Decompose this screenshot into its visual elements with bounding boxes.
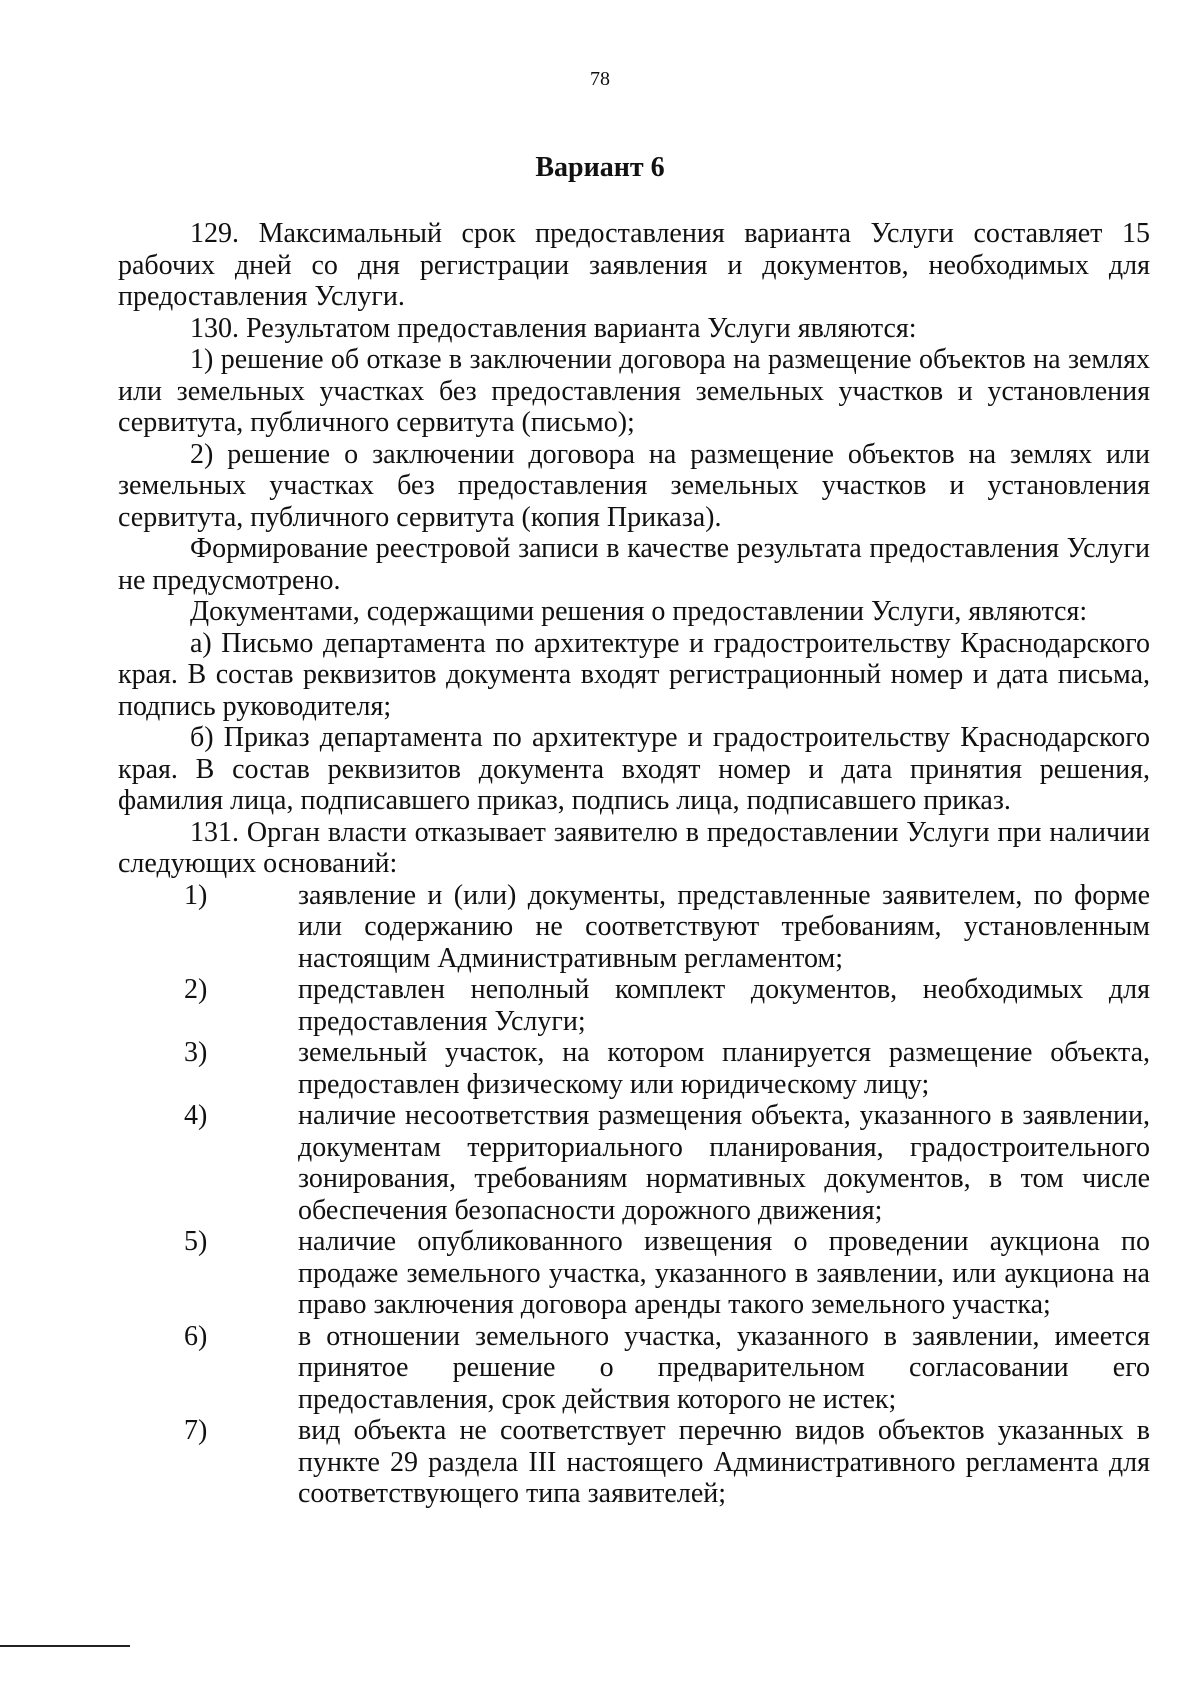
list-item-number: 7)	[184, 1415, 208, 1446]
list-item-text: земельный участок, на котором планируется размещение объекта, предоставлен физическому или юридическому лицу;	[298, 1037, 1150, 1100]
list-item-number: 5)	[184, 1226, 208, 1257]
list-item-number: 2)	[184, 974, 208, 1005]
list-item	[118, 1037, 1150, 1100]
result-item-2: 2) решение о заключении договора на размещение объектов на землях или земельных участках без предоставления земельных участков и установления сервитута, публичного сервитута (копия Приказа).	[118, 438, 1150, 533]
list-item	[118, 1100, 1150, 1226]
list-item-text: наличие опубликованного извещения о проведении аукциона по продаже земельного участка, указанного в заявлении, или аукциона на право заключения договора аренды такого земельного участка;	[298, 1226, 1150, 1320]
list-item	[118, 1321, 1150, 1416]
list-item-number: 1)	[184, 879, 208, 911]
list-item-text: в отношении земельного участка, указанного в заявлении, имеется принятое решение о предварительном согласовании его предоставления, срок действия которого не истек;	[298, 1320, 1150, 1415]
list-item	[118, 974, 1150, 1037]
refusal-grounds-list	[118, 880, 1150, 1510]
list-item-text: вид объекта не соответствует перечню видов объектов указанных в пункте 29 раздела III настоящего Административного регламента для соответствующего типа заявителей;	[298, 1415, 1150, 1509]
page-number: 78	[590, 68, 610, 90]
list-item-text: представлен неполный комплект документов, необходимых для предоставления Услуги;	[298, 974, 1150, 1037]
documents-intro: Документами, содержащими решения о предоставлении Услуги, являются:	[190, 596, 1088, 627]
footnote-divider	[0, 1645, 130, 1647]
list-item	[118, 880, 1150, 975]
list-item	[118, 1415, 1150, 1510]
list-item-number: 4)	[184, 1100, 208, 1131]
registry-note: Формирование реестровой записи в качестве результата предоставления Услуги не предусмотрено.	[118, 533, 1150, 596]
section-heading: Вариант 6	[535, 152, 665, 183]
list-item	[118, 1226, 1150, 1321]
list-item-text: наличие несоответствия размещения объекта, указанного в заявлении, документам территориального планирования, градостроительного зонирования, требованиям нормативных документов, в том числе обеспечения безопасности дорожного движения;	[298, 1100, 1150, 1226]
result-item-1: 1) решение об отказе в заключении договора на размещение объектов на землях или земельных участках без предоставления земельных участков и установления сервитута, публичного сервитута (письмо);	[118, 344, 1150, 438]
list-item-number: 6)	[184, 1320, 208, 1352]
list-item-number: 3)	[184, 1037, 208, 1068]
document-item-a: а) Письмо департамента по архитектуре и градостроительству Краснодарского края. В состав реквизитов документа входят регистрационный номер и дата письма, подпись руководителя;	[118, 627, 1150, 722]
paragraph-130: 130. Результатом предоставления варианта Услуги являются:	[190, 312, 917, 344]
list-item-text: заявление и (или) документы, представленные заявителем, по форме или содержанию не соответствуют требованиям, установленным настоящим Административным регламентом;	[298, 879, 1150, 974]
document-body	[118, 218, 1150, 1510]
document-item-b: б) Приказ департамента по архитектуре и градостроительству Краснодарского края. В состав реквизитов документа входят номер и дата принятия решения, фамилия лица, подписавшего приказ, подпись лица, подписавшего приказ.	[118, 722, 1150, 816]
paragraph-129: 129. Максимальный срок предоставления варианта Услуги составляет 15 рабочих дней со дня регистрации заявления и документов, необходимых для предоставления Услуги.	[118, 218, 1150, 312]
paragraph-131: 131. Орган власти отказывает заявителю в предоставлении Услуги при наличии следующих оснований:	[118, 816, 1150, 879]
